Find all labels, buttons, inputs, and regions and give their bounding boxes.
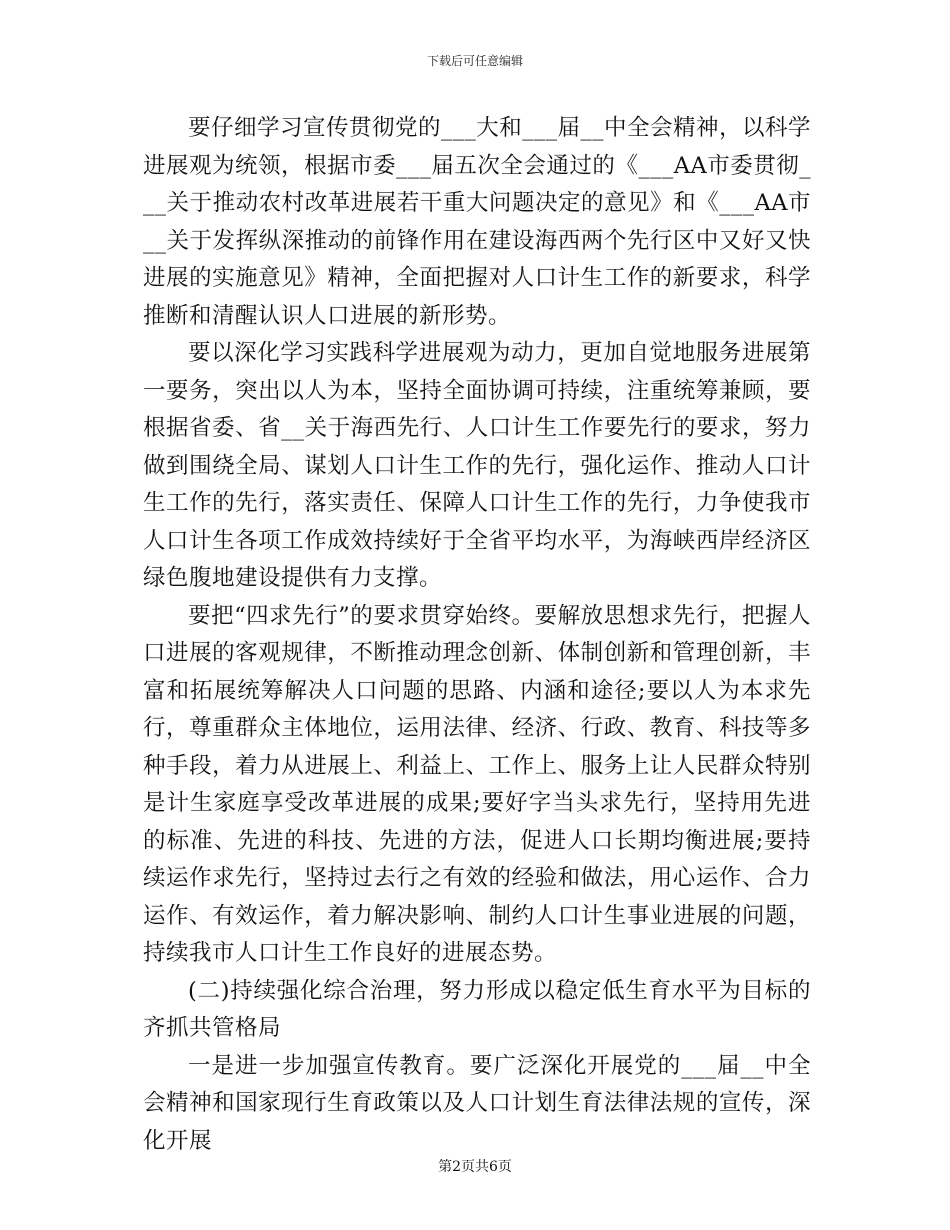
paragraph: 要以深化学习实践科学进展观为动力，更加自觉地服务进展第一要务，突出以人为本，坚持全面协调可持续，注重统筹兼顾，要根据省委、省__关于海西先行、人口计生工作要先行的要求，努力做到围绕全局、谋划人口计生工作的先行，强化运作、推动人口计生工作的先行，落实责任、保障人口计生工作的先行，力争使我市人口计生各项工作成效持续好于全省平均水平，为海峡西岸经济区绿色腹地建设提供有力支撑。 xyxy=(143,340,811,591)
page-header: 下载后可任意编辑 xyxy=(426,54,523,68)
paragraph: 一是进一步加强宣传教育。要广泛深化开展党的___届__中全会精神和国家现行生育政策以及人口计划生育法律法规的宣传，深化开展 xyxy=(143,1052,811,1154)
page-number: 第2页共6页 xyxy=(438,1159,512,1175)
document-body xyxy=(143,110,811,1160)
paragraph: 要仔细学习宣传贯彻党的___大和___届__中全会精神，以科学进展观为统领，根据市委___届五次全会通过的《___AA市委贯彻___关于推动农村改革进展若干重大问题决定的意见》和《___AA市__关于发挥纵深推动的前锋作用在建设海西两个先行区中又好又快进展的实施意见》精神，全面把握对人口计生工作的新要求，科学推断和清醒认识人口进展的新形势。 xyxy=(143,115,812,329)
paragraph: 要把“四求先行”的要求贯穿始终。要解放思想求先行，把握人口进展的客观规律，不断推动理念创新、体制创新和管理创新，丰富和拓展统筹解决人口问题的思路、内涵和途径;要以人为本求先行，尊重群众主体地位，运用法律、经济、行政、教育、科技等多种手段，着力从进展上、利益上、工作上、服务上让人民群众特别是计生家庭享受改革进展的成果;要好字当头求先行，坚持用先进的标准、先进的科技、先进的方法，促进人口长期均衡进展;要持续运作求先行，坚持过去行之有效的经验和做法，用心运作、合力运作、有效运作，着力解决影响、制约人口计生事业进展的问题，持续我市人口计生工作良好的进展态势。 xyxy=(143,602,811,966)
section-heading: (二)持续强化综合治理，努力形成以稳定低生育水平为目标的齐抓共管格局 xyxy=(143,977,811,1041)
